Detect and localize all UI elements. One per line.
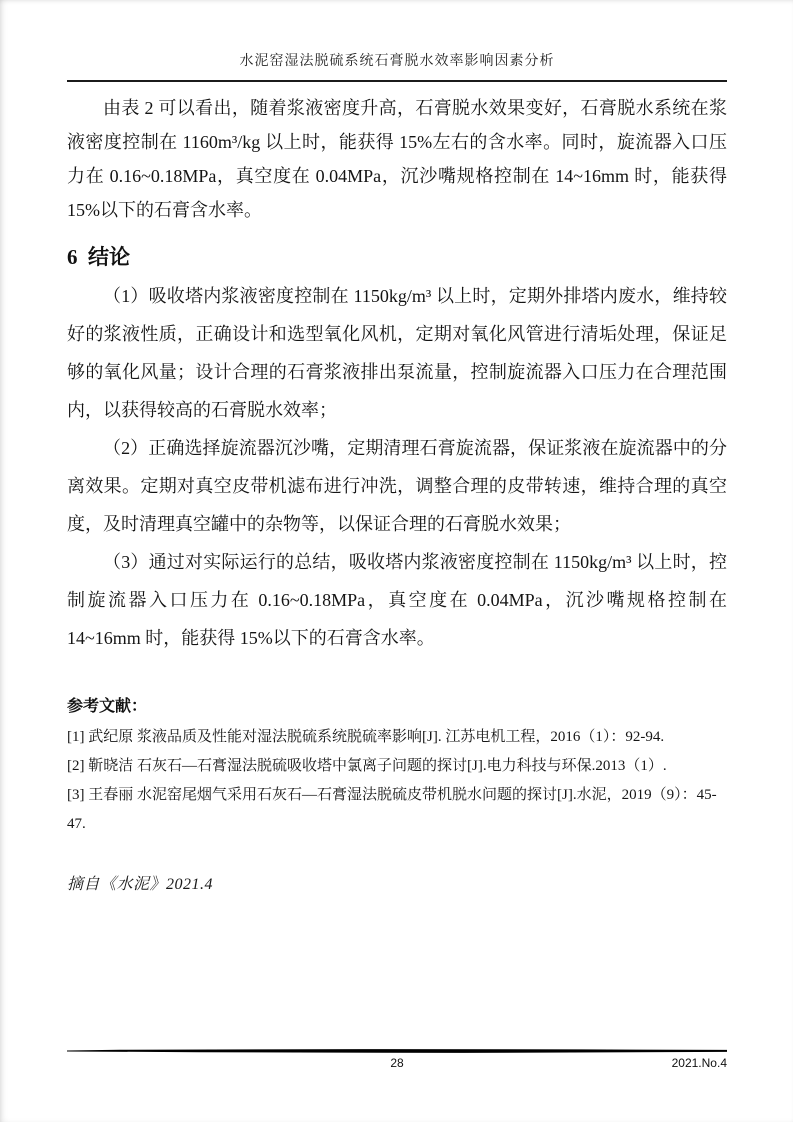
page-number: 28	[390, 1056, 404, 1070]
running-header-title: 水泥窑湿法脱硫系统石膏脱水效率影响因素分析	[67, 52, 727, 82]
conclusion-paragraph-3: （3）通过对实际运行的总结，吸收塔内浆液密度控制在 1150kg/m³ 以上时，控制旋流器入口压力在 0.16~0.18MPa，真空度在 0.04MPa，沉沙嘴规格控制在 14~16mm 时，能获得 15%以下的石膏含水率。	[67, 552, 727, 648]
page-footer	[67, 1049, 727, 1074]
footer-row	[67, 1056, 727, 1074]
references-list	[67, 723, 727, 839]
page-header	[67, 0, 727, 82]
section-heading: 6 结论	[67, 245, 130, 269]
reference-item-3: [3] 王春丽 水泥窑尾烟气采用石灰石—石膏湿法脱硫皮带机脱水问题的探讨[J].水泥，2019（9）：45-47.	[67, 787, 717, 832]
intro-paragraph: 由表 2 可以看出，随着浆液密度升高，石膏脱水效果变好，石膏脱水系统在浆液密度控制在 1160m³/kg 以上时，能获得 15%左右的含水率。同时，旋流器入口压力在 0.16~0.18MPa，真空度在 0.04MPa，沉沙嘴规格控制在 14~16mm 时，能获得 15%以下的石膏含水率。	[67, 98, 727, 220]
footer-rule	[67, 1049, 727, 1053]
conclusion-paragraph-1: （1）吸收塔内浆液密度控制在 1150kg/m³ 以上时，定期外排塔内废水，维持较好的浆液性质，正确设计和选型氧化风机，定期对氧化风管进行清垢处理，保证足够的氧化风量；设计合理的石膏浆液排出泵流量，控制旋流器入口压力在合理范围内，以获得较高的石膏脱水效率；	[67, 286, 727, 420]
issue-label: 2021.No.4	[671, 1056, 727, 1070]
reference-item-1: [1] 武纪原 浆液品质及性能对湿法脱硫系统脱硫率影响[J]. 江苏电机工程，2016（1）：92-94.	[67, 729, 665, 745]
reference-item-2: [2] 靳晓洁 石灰石—石膏湿法脱硫吸收塔中氯离子问题的探讨[J].电力科技与环保.2013（1）.	[67, 758, 667, 774]
conclusion-paragraph-2: （2）正确选择旋流器沉沙嘴，定期清理石膏旋流器，保证浆液在旋流器中的分离效果。定期对真空皮带机滤布进行冲洗，调整合理的皮带转速，维持合理的真空度，及时清理真空罐中的杂物等，以保证合理的石膏脱水效果；	[67, 438, 727, 534]
references-heading: 参考文献：	[67, 698, 148, 715]
source-note: 摘自《水泥》2021.4	[67, 876, 214, 893]
